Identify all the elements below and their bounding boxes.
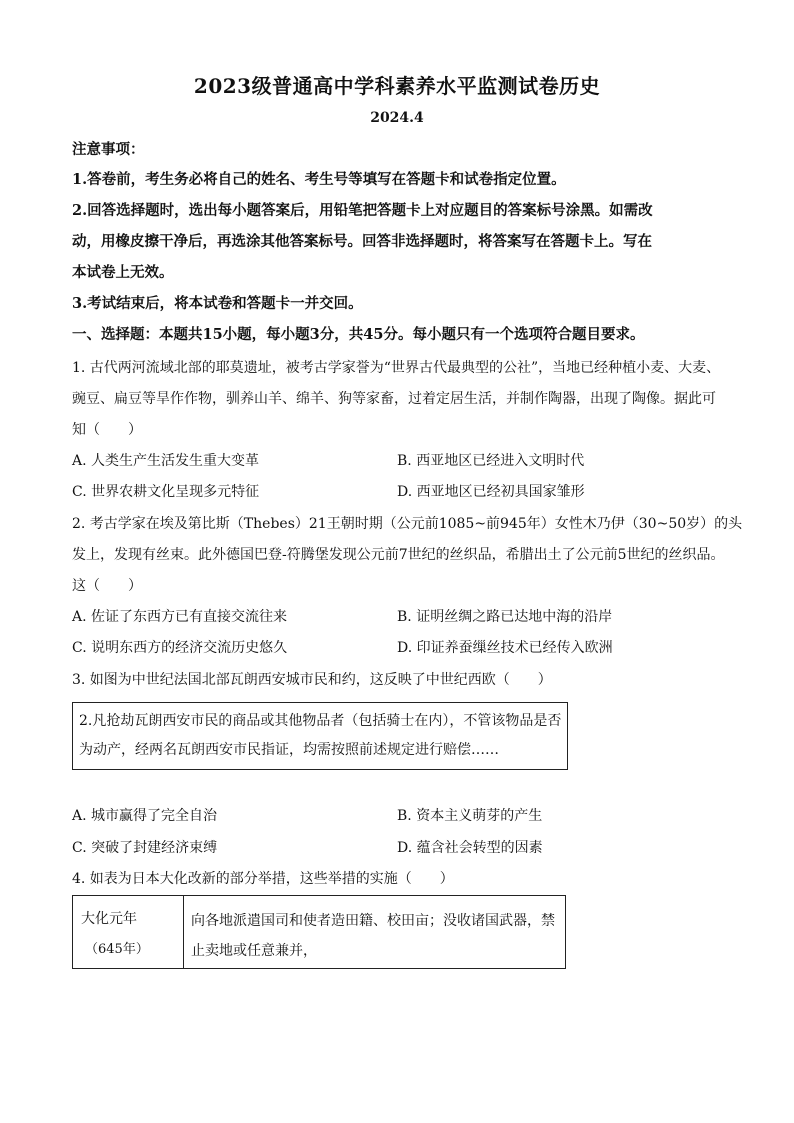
q4-table — [72, 895, 566, 969]
q3-option-b: B. 资本主义萌芽的产生 — [397, 808, 543, 824]
q2-option-d: D. 印证养蚕缫丝技术已经传入欧洲 — [397, 640, 613, 656]
q4-table-era-cell — [73, 896, 184, 968]
q3-option-d: D. 蕴含社会转型的因素 — [397, 840, 543, 856]
notice-item-2-line-2: 动，用橡皮擦干净后，再选涂其他答案标号。回答非选择题时，将答案写在答题卡上。写在 — [72, 233, 652, 250]
q4-stem-line-1: 4. 如表为日本大化改新的部分举措，这些举措的实施（ ） — [72, 871, 454, 887]
q1-option-c: C. 世界农耕文化呈现多元特征 — [72, 484, 260, 500]
q1-stem-line-3: 知（ ） — [72, 422, 142, 438]
notice-item-3: 3.考试结束后，将本试卷和答题卡一并交回。 — [72, 295, 363, 312]
q1-stem-line-2: 豌豆、扁豆等旱作作物，驯养山羊、绵羊、狗等家畜，过着定居生活，并制作陶器，出现了陶像。据此可 — [72, 391, 716, 407]
notice-item-2-line-3: 本试卷上无效。 — [72, 264, 174, 281]
q2-stem-line-1: 2. 考古学家在埃及第比斯（Thebes）21王朝时期（公元前1085~前945年）女性木乃伊（30~50岁）的头 — [72, 516, 743, 532]
q4-table-content-line-1: 向各地派遣国司和使者造田籍、校田亩；没收诸国武器，禁 — [191, 913, 555, 929]
q3-source-line-1: 2.凡抢劫瓦朗西安市民的商品或其他物品者（包括骑士在内），不管该物品是否 — [79, 713, 562, 729]
q2-option-b: B. 证明丝绸之路已达地中海的沿岸 — [397, 609, 613, 625]
q3-stem-line-1: 3. 如图为中世纪法国北部瓦朗西安城市民和约，这反映了中世纪西欧（ ） — [72, 672, 552, 688]
q3-source-box — [72, 702, 568, 770]
exam-date: 2024.4 — [370, 110, 424, 126]
q1-option-d: D. 西亚地区已经初具国家雏形 — [397, 484, 585, 500]
q4-table-year: （645年） — [85, 942, 149, 957]
exam-title: 2023级普通高中学科素养水平监测试卷历史 — [193, 74, 601, 98]
q4-table-content-cell — [191, 906, 555, 966]
q1-option-b: B. 西亚地区已经进入文明时代 — [397, 453, 585, 469]
q4-table-content-line-2: 止卖地或任意兼并， — [191, 943, 317, 959]
q1-stem-line-1: 1. 古代两河流域北部的耶莫遗址，被考古学家誉为“世界古代最典型的公社”，当地已经种植小麦、大麦、 — [72, 360, 721, 376]
q3-option-c: C. 突破了封建经济束缚 — [72, 840, 218, 856]
notice-heading: 注意事项： — [72, 141, 145, 158]
q2-stem-line-3: 这（ ） — [72, 578, 142, 594]
q2-option-c: C. 说明东西方的经济交流历史悠久 — [72, 640, 288, 656]
q3-source-line-2: 为动产，经两名瓦朗西安市民指证，均需按照前述规定进行赔偿…… — [79, 742, 499, 758]
notice-item-2-line-1: 2.回答选择题时，选出每小题答案后，用铅笔把答题卡上对应题目的答案标号涂黑。如需改 — [72, 202, 653, 219]
notice-item-1: 1.答卷前，考生务必将自己的姓名、考生号等填写在答题卡和试卷指定位置。 — [72, 171, 566, 188]
section-heading: 一、选择题：本题共15小题，每小题3分，共45分。每小题只有一个选项符合题目要求。 — [72, 326, 645, 343]
q2-option-a: A. 佐证了东西方已有直接交流往来 — [72, 609, 288, 625]
q2-stem-line-2: 发上，发现有丝束。此外德国巴登-符腾堡发现公元前7世纪的丝织品，希腊出土了公元前5世纪的丝织品。 — [72, 547, 725, 563]
q1-option-a: A. 人类生产生活发生重大变革 — [72, 453, 260, 469]
q4-table-era: 大化元年 — [81, 911, 137, 927]
q3-option-a: A. 城市赢得了完全自治 — [72, 808, 218, 824]
